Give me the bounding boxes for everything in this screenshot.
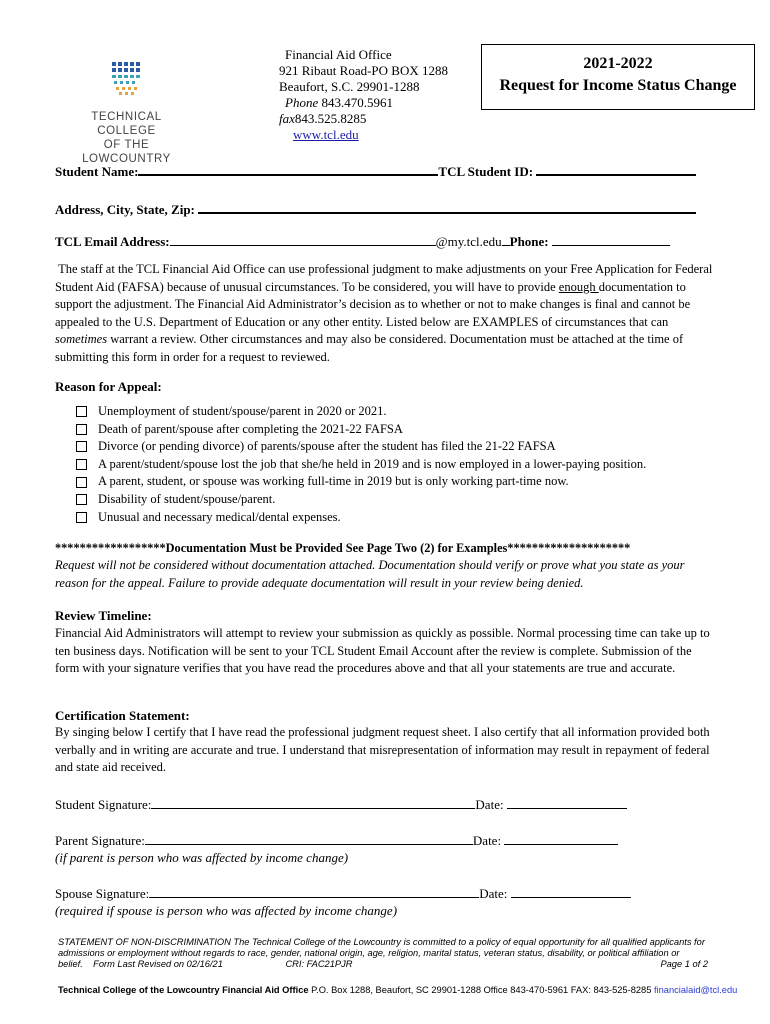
statement-text: STATEMENT OF NON-DISCRIMINATION The Technical College of the Lowcountry is committed to a policy of equal opportunity for all qualified applicants for admissions or employment without regards to race, gender, national origin, age, religion, marital status, veteran status, disability, or political affiliation or belief.	[58, 937, 705, 969]
reason-item[interactable]	[76, 421, 646, 439]
email-row	[55, 233, 670, 250]
logo-line-1: TECHNICAL COLLEGE	[91, 111, 162, 137]
spouse-signature-row	[55, 885, 631, 902]
logo-line-2: OF THE LOWCOUNTRY	[82, 139, 171, 165]
reason-text: Disability of student/spouse/parent.	[98, 491, 276, 506]
checkbox[interactable]	[76, 459, 87, 470]
reason-text: Death of parent/spouse after completing the 2021-22 FAFSA	[98, 421, 403, 436]
intro-part-2: documentation to support the adjustment. The Financial Aid Administrator’s decision as to whether or not to make changes is final and cannot be appealed to the U.S. Department of Education or any other entity. Listed below are EXAMPLES of circumstances that can	[55, 279, 691, 329]
spouse-signature-field[interactable]	[149, 885, 479, 898]
college-logo	[64, 62, 189, 165]
reason-text: Divorce (or pending divorce) of parents/spouse after the student has filed the 21-22 FAFSA	[98, 439, 556, 454]
certification-text: By singing below I certify that I have read the professional judgment request sheet. I also certify that all information provided both verbally and in writing are accurate and true. I understand that misrepresentation of information may result in repayment of federal and state aid received.	[55, 725, 710, 774]
reason-item[interactable]	[76, 456, 646, 474]
reason-item[interactable]	[76, 509, 646, 527]
student-signature-label: Student Signature:	[55, 797, 152, 812]
phone-label-field: Phone:	[509, 234, 549, 249]
parent-date-label: Date:	[472, 833, 502, 848]
checkbox[interactable]	[76, 477, 87, 488]
spouse-note: (required if spouse is person who was affected by income change)	[55, 903, 398, 918]
reason-text: Unemployment of student/spouse/parent in 2020 or 2021.	[98, 404, 387, 418]
student-name-label: Student Name:	[55, 164, 139, 179]
student-id-label: TCL Student ID:	[438, 164, 534, 179]
review-heading: Review Timeline:	[55, 608, 152, 623]
address-field[interactable]	[198, 200, 696, 214]
footer-email-link[interactable]: financialaid@tcl.edu	[653, 985, 738, 995]
phone-number: 843.470.5961	[321, 95, 393, 110]
student-name-row	[55, 162, 696, 180]
student-name-field[interactable]	[138, 162, 438, 176]
spouse-signature-label: Spouse Signature:	[55, 886, 150, 901]
intro-enough: enough	[558, 279, 599, 294]
reason-item[interactable]	[76, 473, 646, 491]
non-discrimination-statement	[58, 937, 708, 969]
parent-signature-row	[55, 832, 618, 849]
page-number: Page 1 of 2	[660, 958, 708, 969]
student-signature-field[interactable]	[151, 796, 475, 809]
office-name: Financial Aid Office	[285, 47, 392, 62]
spouse-date-field[interactable]	[511, 885, 631, 898]
checkbox[interactable]	[76, 441, 87, 452]
student-id-field[interactable]	[536, 162, 696, 176]
reason-text: Unusual and necessary medical/dental expenses.	[98, 509, 341, 524]
intro-sometimes: sometimes	[55, 332, 108, 346]
parent-signature-label: Parent Signature:	[55, 833, 145, 848]
form-revised: Form Last Revised on 02/16/21	[93, 958, 223, 969]
intro-part-3: warrant a review. Other circumstances and may also be considered. Documentation must be attached at the time of submitting this form in order for a request to reviewed.	[55, 332, 684, 364]
office-address-1: 921 Ribaut Road-PO BOX 1288	[279, 63, 448, 78]
footer-org: Technical College of the Lowcountry Financial Aid Office	[58, 985, 309, 995]
email-domain: @my.tcl.edu	[435, 234, 502, 249]
checkbox[interactable]	[76, 494, 87, 505]
email-field[interactable]	[170, 233, 436, 246]
logo-grid-icon	[112, 62, 142, 98]
address-label: Address, City, State, Zip:	[55, 202, 195, 217]
reason-item[interactable]	[76, 403, 646, 421]
email-domain-gap	[502, 233, 510, 246]
parent-note: (if parent is person who was affected by income change)	[55, 850, 349, 865]
office-phone	[279, 95, 448, 111]
phone-field[interactable]	[552, 233, 670, 246]
student-date-label: Date:	[475, 797, 504, 812]
intro-part-1: The staff at the TCL Financial Aid Office can use professional judgment to make adjustments on your Free Application for Federal Student Aid (FAFSA) because of unusual circumstances. To be considered, you will have to provide	[55, 262, 713, 294]
footer	[58, 985, 737, 995]
reason-item[interactable]	[76, 491, 646, 509]
review-text: Financial Aid Administrators will attempt to review your submission as quickly as possible. Normal processing time can take up to ten business days. Notification will be sent to your TCL Student Email Account after the review is complete. Submission of the form with your signature verifies that you have read the procedures above and that all your statements are true and accurate.	[55, 626, 710, 675]
address-row	[55, 200, 696, 218]
student-date-field[interactable]	[507, 796, 627, 809]
reason-heading: Reason for Appeal:	[55, 379, 162, 394]
office-address-2: Beaufort, S.C. 29901-1288	[279, 79, 420, 94]
checkbox[interactable]	[76, 512, 87, 523]
spouse-date-label: Date:	[479, 886, 508, 901]
reason-list	[76, 403, 646, 526]
intro-paragraph	[55, 261, 719, 366]
form-title-box	[481, 44, 755, 110]
footer-details: P.O. Box 1288, Beaufort, SC 29901-1288 Office 843-470-5961 FAX: 843-525-8285	[308, 985, 654, 995]
parent-signature-field[interactable]	[145, 832, 473, 845]
website-link[interactable]: www.tcl.edu	[293, 127, 359, 142]
checkbox[interactable]	[76, 406, 87, 417]
documentation-note: Request will not be considered without documentation attached. Documentation should verify or prove what you state as your reason for the appeal. Failure to provide adequate documentation will result in your review being denied.	[55, 558, 685, 590]
fax-number: 843.525.8285	[294, 111, 367, 126]
documentation-heading: ******************Documentation Must be Provided See Page Two (2) for Examples********************	[55, 541, 631, 555]
phone-label: Phone	[285, 95, 319, 110]
certification-heading: Certification Statement:	[55, 708, 190, 723]
form-year: 2021-2022	[583, 55, 653, 72]
checkbox[interactable]	[76, 424, 87, 435]
reason-item[interactable]	[76, 438, 646, 456]
parent-date-field[interactable]	[504, 832, 618, 845]
reason-text: A parent/student/spouse lost the job that she/he held in 2019 and is now employed in a lower-paying position.	[98, 456, 647, 471]
form-cri: CRI: FAC21PJR	[285, 958, 353, 969]
reason-text: A parent, student, or spouse was working full-time in 2019 but is only working part-time now.	[98, 474, 569, 489]
office-fax	[279, 111, 448, 127]
form-title: Request for Income Status Change	[499, 77, 737, 94]
email-label: TCL Email Address:	[55, 234, 170, 249]
office-info	[279, 47, 448, 143]
fax-label: fax	[279, 111, 295, 126]
student-signature-row	[55, 796, 627, 813]
